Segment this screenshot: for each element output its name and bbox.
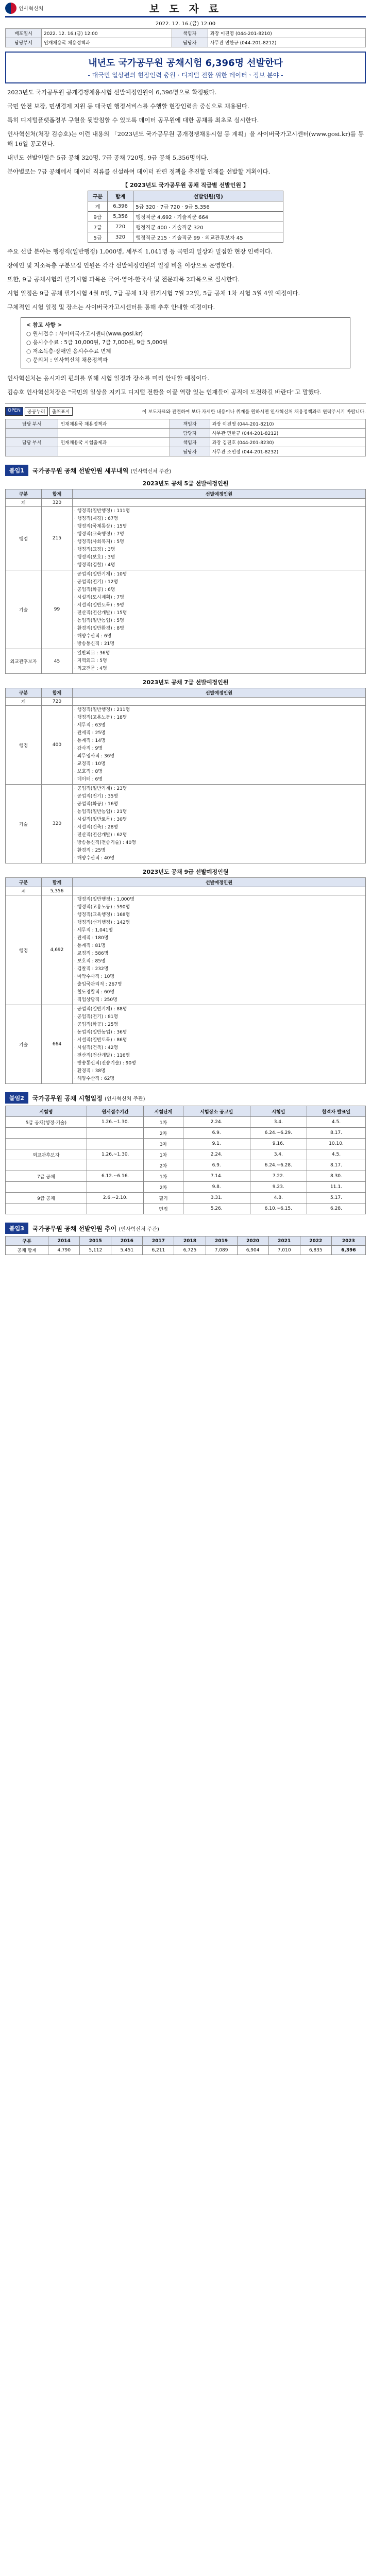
cell: 4.5. [307, 1117, 365, 1128]
list-item: · 데이터 : 6명 [74, 777, 103, 782]
cell: 6,396 [331, 1246, 365, 1255]
paragraph: 김승호 인사혁신처장은 "국민의 일상을 지키고 디지털 전환을 이끌 역량 있는 인재들이 공직에 도전하길 바란다"고 말했다. [7, 388, 322, 396]
column-header: 합계 [42, 878, 73, 887]
list-item: · 행정직(교육행정) : 168명 [74, 912, 130, 918]
cell [73, 698, 366, 706]
cell: 720 [42, 698, 73, 706]
table-row [6, 1182, 366, 1193]
section1-heading: 붙임1 국가공무원 공채 선발인원 세부내역 (인사혁신처 주관) [5, 465, 366, 476]
cell: 8.17. [307, 1128, 365, 1139]
column-header: 2020 [237, 1236, 268, 1246]
column-header: 2016 [111, 1236, 143, 1246]
cell: 320 [42, 785, 73, 863]
list-item: · 공업직(전기) : 81명 [74, 1014, 119, 1020]
cell: 6.12.~6.16. [87, 1171, 143, 1182]
dateline: 2022. 12. 16.(금) 12:00 [155, 21, 216, 27]
table-row [6, 1160, 366, 1171]
cell [87, 1139, 143, 1149]
paragraph: 특히 디지털플랫폼정부 구현을 뒷받침할 수 있도록 데이터 공무원에 대한 공채를 최초로 실시한다. [7, 116, 259, 124]
cell: 5.17. [307, 1193, 365, 1204]
notice-box: < 참고 사항 > ○ 원서접수 : 사이버국가고시센터(www.gosi.kr) ○ 응시수수료 : 5급 10,000원, 7급 7,000원, 9급 5,000원 ○ 저소득층·장애인 응시수수료 면제 ○ 문의처 : 인사혁신처 채용정책과 [21, 317, 350, 368]
cell: 계 [6, 887, 42, 895]
cell: 10.10. [307, 1139, 365, 1149]
list-item: · 행정직(일반행정) : 211명 [74, 707, 130, 713]
table-header-row [6, 1106, 366, 1117]
table-caption: 2023년도 공채 9급 선발예정인원 [142, 869, 229, 875]
list-item: · 행정직(일반행정) : 1,000명 [74, 897, 134, 902]
cell: 3.4. [250, 1149, 307, 1160]
summary-table-caption: 【 2023년도 국가공무원 공채 직급별 선발인원 】 [122, 182, 249, 189]
cell: 9.8. [183, 1182, 250, 1193]
table-row [6, 649, 366, 674]
column-header: 합계 [42, 489, 73, 499]
cell: 1.26.~1.30. [87, 1117, 143, 1128]
cell: 7,010 [268, 1246, 300, 1255]
cell: 공채 합계 [6, 1246, 48, 1255]
cell: 6.24.~6.28. [250, 1160, 307, 1171]
table-row [6, 1171, 366, 1182]
cell: 2.24. [183, 1117, 250, 1128]
table-row: 계 6,396 5급 320 · 7급 720 · 9급 5,356 [88, 201, 283, 212]
list-item: · 교정직 : 10명 [74, 761, 106, 767]
list-item: · 방송통신직(전송기술) : 90명 [74, 1061, 136, 1066]
cell [73, 785, 366, 863]
list-item: · 전산직(전산개발) : 116명 [74, 1053, 130, 1058]
cell: 6.24.~6.29. [250, 1128, 307, 1139]
table-row [6, 895, 366, 1005]
header-bar [5, 0, 366, 18]
attachment-badge: 붙임2 [5, 1092, 28, 1104]
column-header: 2015 [80, 1236, 111, 1246]
list-item: · 철도경찰직 : 60명 [74, 990, 115, 995]
list-item: · 공업직(전기) : 12명 [74, 580, 119, 585]
cell: 계 [6, 499, 42, 507]
headline-title: 내년도 국가공무원 공채시험 6,396명 선발한다 [88, 58, 283, 69]
list-item: · 공업직(일반기계) : 88명 [74, 1007, 127, 1012]
cell: 45 [42, 649, 73, 674]
cell: 4.5. [307, 1149, 365, 1160]
attachment-badge: 붙임3 [5, 1223, 28, 1234]
cell: 9.16. [250, 1139, 307, 1149]
list-item: · 공업직(화공) : 6명 [74, 587, 115, 592]
table-row [6, 1149, 366, 1160]
list-item: · 행정직(국제통상) : 15명 [74, 524, 127, 529]
column-header: 시험단계 [144, 1106, 183, 1117]
taegeuk-emblem-icon [5, 3, 16, 14]
cell [73, 507, 366, 570]
summary-table: 구분 합계 선발인원(명) 계 6,396 5급 320 · 7급 720 · 9급 5,356 9급 5,356 행정직군 4,692 · 기술직군 664 7급 720 행정직군 400 · 기술직군 320 5급 320 행정직군 215 · 기술직군 99 · 외교관후보자 45 [88, 191, 283, 243]
list-item: · 농업직(일반농업) : 5명 [74, 618, 124, 623]
table-row [6, 1204, 366, 1214]
table-row: 7급 720 행정직군 400 · 기술직군 320 [88, 222, 283, 232]
list-item: · 행정직(고용노동) : 590명 [74, 905, 130, 910]
cell: 5급 공채(행정·기술) [6, 1117, 87, 1128]
cell: 3.31. [183, 1193, 250, 1204]
column-header: 2022 [300, 1236, 331, 1246]
list-item: · 외무영사직 : 36명 [74, 754, 115, 759]
list-item: · 공업직(화공) : 25명 [74, 1022, 119, 1027]
list-item: · 지역외교 : 5명 [74, 658, 107, 664]
cell: 9.23. [250, 1182, 307, 1193]
list-item: · 시설직(도시계획) : 7명 [74, 595, 124, 600]
list-item: · 외교전문 : 4명 [74, 666, 107, 671]
cell: 6.28. [307, 1204, 365, 1214]
cell: 6.10.~6.15. [250, 1204, 307, 1214]
selection-detail-table [5, 877, 366, 1084]
column-header: 합계 [42, 688, 73, 698]
column-header: 원서접수기간 [87, 1106, 143, 1117]
paragraph: 장애인 및 저소득층 구분모집 인원은 각각 선발예정인원의 일정 비율 이상으로 운영한다. [7, 262, 234, 269]
kogl-license-mark: OPEN 공공누리 출처표시 [5, 407, 73, 416]
list-item: · 행정직(교육행정) : 7명 [74, 532, 124, 537]
cell: 2차 [144, 1160, 183, 1171]
cell: 6,835 [300, 1246, 331, 1255]
list-item: · 해양수산직 : 40명 [74, 856, 115, 861]
table-header-row [6, 878, 366, 887]
column-header: 구분 [6, 1236, 48, 1246]
table-row [6, 698, 366, 706]
cell: 8.17. [307, 1160, 365, 1171]
list-item: · 행정직(교정) : 3명 [74, 547, 115, 552]
cell: 9.1. [183, 1139, 250, 1149]
cell: 320 [42, 499, 73, 507]
cell: 5,451 [111, 1246, 143, 1255]
cell: 6.9. [183, 1128, 250, 1139]
cell [87, 1160, 143, 1171]
table-row: 9급 5,356 행정직군 4,692 · 기술직군 664 [88, 212, 283, 222]
cell: 외교관후보자 [6, 649, 42, 674]
cell: 행정 [6, 507, 42, 570]
table-row [6, 706, 366, 785]
list-item: · 관세직 : 180명 [74, 936, 109, 941]
cell: 1.26.~1.30. [87, 1149, 143, 1160]
column-header: 2023 [331, 1236, 365, 1246]
cell: 6,211 [143, 1246, 174, 1255]
list-item: · 감사직 : 9명 [74, 746, 103, 751]
cell: 5.26. [183, 1204, 250, 1214]
cell: 7.14. [183, 1171, 250, 1182]
column-header: 구분 [6, 688, 42, 698]
section3-heading: 붙임3 국가공무원 공채 선발인원 추이 (인사혁신처 주관) [5, 1223, 366, 1234]
org-name: 인사혁신처 [19, 6, 44, 12]
list-item: · 방송통신직 : 21명 [74, 641, 115, 647]
paragraph: 주요 선발 분야는 행정직(일반행정) 1,000명, 세무직 1,041명 등 국민의 일상과 밀접한 현장 인력이다. [7, 248, 273, 255]
cell: 1차 [144, 1117, 183, 1128]
cell: 99 [42, 570, 73, 649]
cell: 행정 [6, 895, 42, 1005]
cell: 4.8. [250, 1193, 307, 1204]
list-item: · 전산직(전산개발) : 15명 [74, 611, 127, 616]
list-item: · 행정직(일반행정) : 111명 [74, 509, 130, 514]
selection-detail-table [5, 688, 366, 863]
column-header: 구분 [6, 489, 42, 499]
column-header: 2017 [143, 1236, 174, 1246]
cell [73, 1005, 366, 1084]
cell: 2차 [144, 1182, 183, 1193]
meta-table: 배포일시 2022. 12. 16.(금) 12:00 책임자 과장 이진영 (044-201-8210) 담당부서 인재채용국 채용정책과 담당자 사무관 민한규 (044-201-8212) [5, 28, 366, 47]
column-header: 선발예정인원 [73, 878, 366, 887]
table-row [6, 887, 366, 895]
table-row [6, 1128, 366, 1139]
cell [6, 1204, 87, 1214]
cell: 2.6.~2.10. [87, 1193, 143, 1204]
cell [87, 1128, 143, 1139]
paragraph: 국민 안전 보장, 민생경제 지원 등 대국민 행정서비스를 수행할 현장인력을 중심으로 채용된다. [7, 103, 249, 110]
ministry-logo [5, 3, 82, 14]
cell: 6,904 [237, 1246, 268, 1255]
column-header: 합격자 발표일 [307, 1106, 365, 1117]
column-header: 시험장소 공고일 [183, 1106, 250, 1117]
cell: 1차 [144, 1149, 183, 1160]
list-item: · 일반외교 : 36명 [74, 651, 110, 656]
cell: 8.30. [307, 1171, 365, 1182]
list-item: · 시설직(일반토목) : 30명 [74, 817, 127, 822]
list-item: · 공업직(전기) : 35명 [74, 794, 119, 799]
column-header: 시험명 [6, 1106, 87, 1117]
cell: 2.24. [183, 1149, 250, 1160]
cell: 664 [42, 1005, 73, 1084]
cell: 면접 [144, 1204, 183, 1214]
table-caption: 2023년도 공채 7급 선발예정인원 [142, 679, 229, 686]
cell: 11.1. [307, 1182, 365, 1193]
column-header: 선발예정인원 [73, 688, 366, 698]
cell: 7급 공채 [6, 1171, 87, 1182]
headline-box [5, 52, 366, 83]
list-item: · 보호직 : 85명 [74, 959, 106, 964]
cell: 3.4. [250, 1117, 307, 1128]
cell: 기술 [6, 1005, 42, 1084]
list-item: · 시설직(건축) : 28명 [74, 825, 119, 830]
attachment-badge: 붙임1 [5, 465, 28, 476]
cell: 외교관후보자 [6, 1149, 87, 1160]
list-item: · 시설직(건축) : 42명 [74, 1045, 119, 1050]
list-item: · 환경직 : 25명 [74, 848, 106, 853]
table-row [6, 1193, 366, 1204]
list-item: · 방송통신직(전송기술) : 40명 [74, 840, 136, 845]
list-item: · 행정직(고용노동) : 18명 [74, 715, 127, 720]
list-item: · 통계직 : 14명 [74, 738, 106, 743]
list-item: · 해양수산직 : 62명 [74, 1076, 115, 1081]
cell: 기술 [6, 570, 42, 649]
table-header-row [6, 489, 366, 499]
selection-history-table [5, 1236, 366, 1255]
list-item: · 환경직(일반환경) : 8명 [74, 626, 124, 631]
paragraph: 시험 일정은 9급 공채 필기시험 4월 8일, 7급 공채 1차 필기시험 7월 22일, 5급 공채 1차 시험 3월 4일 예정이다. [7, 290, 300, 297]
list-item: · 관세직 : 25명 [74, 731, 106, 736]
paragraph: 또한, 9급 공채시험의 필기시험 과목은 국어·영어·한국사 및 전문과목 2과목으로 실시한다. [7, 276, 240, 283]
table-row [6, 1117, 366, 1128]
column-header: 2014 [48, 1236, 80, 1246]
cell: 5,112 [80, 1246, 111, 1255]
paragraph: 2023년도 국가공무원 공개경쟁채용시험 선발예정인원이 6,396명으로 확정됐다. [7, 89, 217, 96]
list-item: · 통계직 : 81명 [74, 943, 106, 948]
list-item: · 전산직(전산개발) : 62명 [74, 833, 127, 838]
footer-text: 이 보도자료와 관련하여 보다 자세한 내용이나 취재를 원하시면 인사혁신처 채용정책과로 연락주시기 바랍니다. [142, 410, 366, 415]
cell [73, 499, 366, 507]
cell [6, 1128, 87, 1139]
cell: 4,692 [42, 895, 73, 1005]
table-header-row [6, 688, 366, 698]
column-header: 선발예정인원 [73, 489, 366, 499]
column-header: 구분 [6, 878, 42, 887]
list-item: · 환경직 : 38명 [74, 1069, 106, 1074]
paragraph: 구체적인 시험 일정 및 장소는 사이버국가고시센터를 통해 추후 안내할 예정이다. [7, 303, 215, 311]
paragraph: 내년도 선발인원은 5급 공채 320명, 7급 공채 720명, 9급 공채 5,356명이다. [7, 154, 209, 161]
table-row [6, 570, 366, 649]
selection-detail-table [5, 489, 366, 674]
list-item: · 농업직(일반농업) : 21명 [74, 809, 127, 815]
cell [73, 706, 366, 785]
list-item: · 공업직(일반기계) : 10명 [74, 572, 127, 577]
cell: 기술 [6, 785, 42, 863]
cell [6, 1160, 87, 1171]
list-item: · 농업직(일반농업) : 36명 [74, 1030, 127, 1035]
cell: 필기 [144, 1193, 183, 1204]
section1-tables [5, 479, 366, 1084]
column-header: 2019 [206, 1236, 237, 1246]
press-release-page [0, 0, 371, 1265]
paragraph: 인사혁신처(처장 김승호)는 이런 내용의 「2023년도 국가공무원 공개경쟁채용시험 등 계획」을 사이버국가고시센터(www.gosi.kr)를 통해 16일 공고한다. [7, 130, 364, 147]
cell: 9급 공채 [6, 1193, 87, 1204]
paragraph: 인사혁신처는 응시자의 편의를 위해 시험 일정과 장소를 미리 안내할 예정이다. [7, 375, 210, 382]
cell [87, 1182, 143, 1193]
list-item: · 행정직(사회복지) : 5명 [74, 539, 124, 545]
list-item: · 시설직(일반토목) : 9명 [74, 603, 124, 608]
cell: 6,725 [174, 1246, 206, 1255]
list-item: · 행정직(검찰) : 4명 [74, 563, 115, 568]
list-item: · 행정직(선거행정) : 142명 [74, 920, 130, 925]
cell [73, 570, 366, 649]
table-caption: 2023년도 공채 5급 선발예정인원 [142, 480, 229, 487]
list-item: · 출입국관리직 : 267명 [74, 982, 122, 987]
section2-heading: 붙임2 국가공무원 공채 시험일정 (인사혁신처 주관) [5, 1092, 366, 1104]
list-item: · 검찰직 : 232명 [74, 967, 109, 972]
paragraph: 분야별로는 7급 공채에서 데이터 직류를 신설하여 데이터 관련 정책을 추진할 인재를 선발할 계획이다. [7, 168, 271, 175]
table-row [6, 1005, 366, 1084]
cell [73, 895, 366, 1005]
list-item: · 마약수사직 : 10명 [74, 974, 115, 979]
cell: 400 [42, 706, 73, 785]
list-item: · 공업직(화공) : 16명 [74, 802, 119, 807]
document-title: 보 도 자 료 [149, 3, 222, 15]
cell: 4,790 [48, 1246, 80, 1255]
list-item: · 교정직 : 586명 [74, 951, 109, 956]
list-item: · 세무직 : 63명 [74, 723, 106, 728]
headline-subtitle: - 대국민 일상편의 현장인력 충원 · 디지털 전환 위한 데이터ㆍ정보 분야 - [88, 72, 283, 79]
list-item: · 공업직(일반기계) : 23명 [74, 786, 127, 791]
cell [73, 649, 366, 674]
list-item: · 세무직 : 1,041명 [74, 928, 113, 933]
table-row [6, 1246, 366, 1255]
list-item: · 해양수산직 : 6명 [74, 634, 112, 639]
cell: 계 [6, 698, 42, 706]
list-item: · 행정직(보호) : 3명 [74, 555, 115, 560]
exam-schedule-table [5, 1106, 366, 1214]
cell [6, 1139, 87, 1149]
cell: 215 [42, 507, 73, 570]
list-item: · 보호직 : 8명 [74, 769, 103, 774]
table-row [6, 507, 366, 570]
table-row [6, 785, 366, 863]
cell [73, 887, 366, 895]
cell: 행정 [6, 706, 42, 785]
list-item: · 행정직(재경) : 67명 [74, 516, 119, 521]
cell [87, 1204, 143, 1214]
cell: 2차 [144, 1128, 183, 1139]
footer-bar [5, 403, 366, 416]
column-header: 2018 [174, 1236, 206, 1246]
cell: 1차 [144, 1171, 183, 1182]
table-row [6, 1139, 366, 1149]
cell: 6.9. [183, 1160, 250, 1171]
cell: 5,356 [42, 887, 73, 895]
column-header: 시험일 [250, 1106, 307, 1117]
list-item: · 시설직(일반토목) : 86명 [74, 1038, 127, 1043]
table-header-row [6, 1236, 366, 1246]
table-row: 5급 320 행정직군 215 · 기술직군 99 · 외교관후보자 45 [88, 232, 283, 243]
cell: 7,089 [206, 1246, 237, 1255]
cell [6, 1182, 87, 1193]
cell: 3차 [144, 1139, 183, 1149]
column-header: 2021 [268, 1236, 300, 1246]
contact-table: 담당 부서 인재채용국 채용정책과 책임자 과장 이진영 (044-201-8210) 담당자 사무관 민한규 (044-201-8212) 담당 부서 인재채용국 시험출제과 책임자 과장 김진호 (044-201-8230) 담당자 사무관 조민정 (044-201-8232) [5, 419, 366, 456]
cell: 7.22. [250, 1171, 307, 1182]
table-row [6, 499, 366, 507]
list-item: · 직업상담직 : 250명 [74, 997, 117, 1003]
